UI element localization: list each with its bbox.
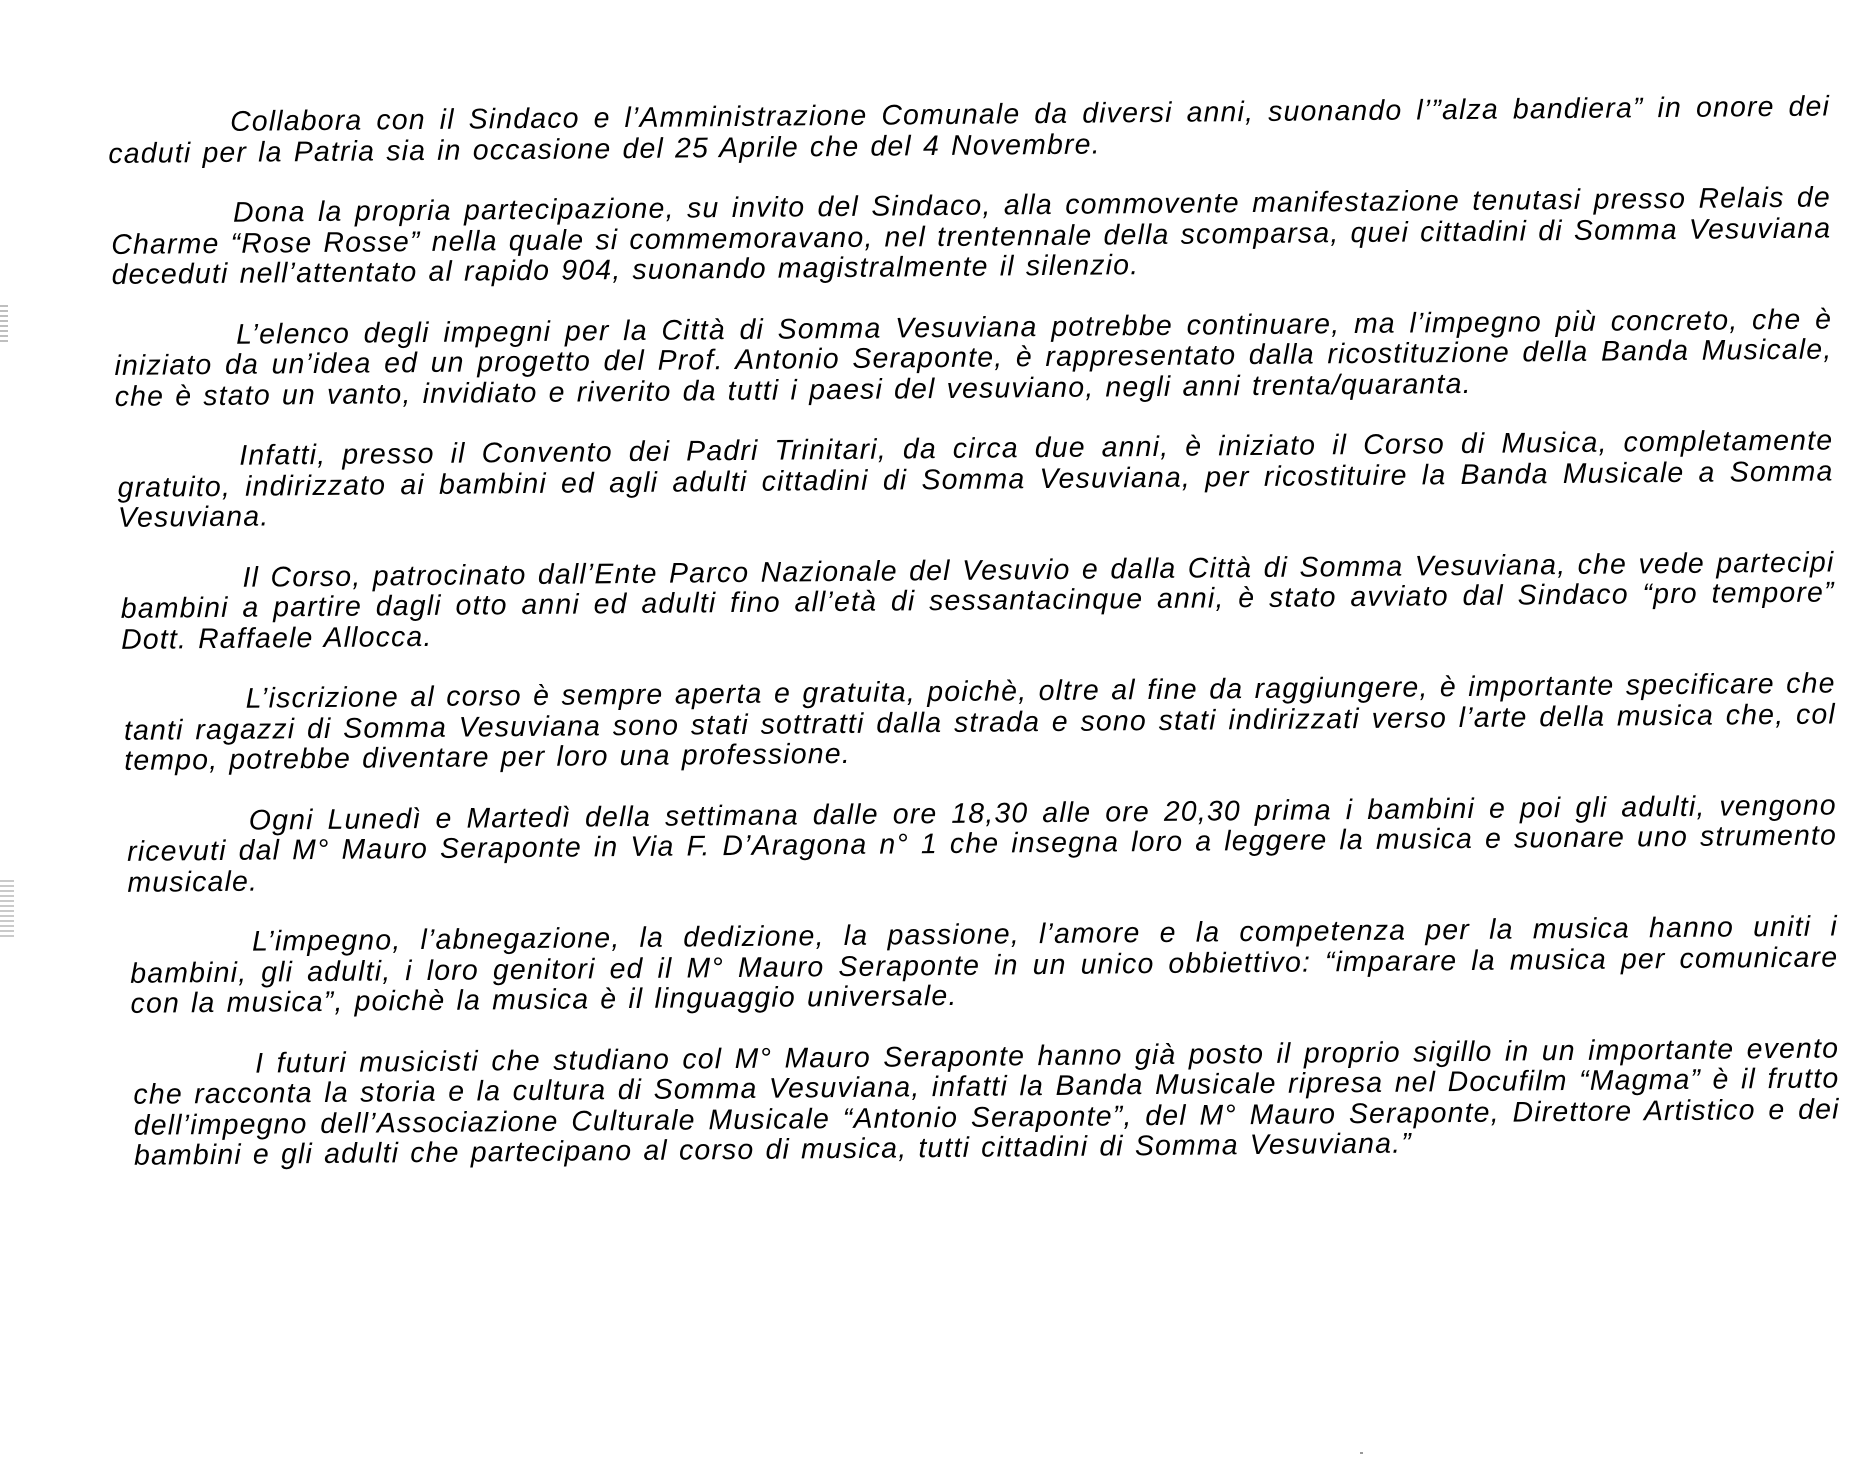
paragraph-patrocinio: Il Corso, patrocinato dall’Ente Parco Nazionale del Vesuvio e dalla Città di Somma Vesuviana, che vede partecipi bambini a partire dagli otto anni ed adulti fino all’età di sessantacinque anni, è stato avviato dal Sindaco “pro tempore” Dott. Raffaele Allocca.	[120, 545, 1835, 656]
paragraph-iscrizione: L’iscrizione al corso è sempre aperta e gratuita, poichè, oltre al fine da raggiungere, è importante specificare che tanti ragazzi di Somma Vesuviana sono stati sottratti dalla strada e sono stati indirizzati verso l’arte della musica che, col tempo, potrebbe diventare per loro una professione.	[123, 667, 1837, 777]
scan-artifact	[0, 305, 8, 327]
paragraph-rose-rosse: Dona la propria partecipazione, su invito del Sindaco, alla commovente manifestazione tenutasi presso Relais de Charme “Rose Rosse” nella quale si commemoravano, nel trentennale della scomparsa, quei cittadini di Somma Vesuviana deceduti nell’attentato al rapido 904, suonando magistralmente il silenzio.	[111, 181, 1832, 291]
document-page	[108, 91, 1840, 1201]
paragraph-impegno: L’impegno, l’abnegazione, la dedizione, la passione, l’amore e la competenza per la musica hanno uniti i bambini, gli adulti, i loro genitori ed il M° Mauro Seraponte in un unico obbiettivo: “imparare la musica per comunicare con la musica”, poichè la musica è il linguaggio universale.	[130, 910, 1839, 1020]
paragraph-orari: Ogni Lunedì e Martedì della settimana dalle ore 18,30 alle ore 20,30 prima i bambini e poi gli adulti, vengono ricevuti dal M° Mauro Seraponte in Via F. D’Aragona n° 1 che insegna loro a leggere la musica e suonare uno strumento musicale.	[126, 788, 1838, 899]
paragraph-futuri-musicisti: I futuri musicisti che studiano col M° Mauro Seraponte hanno già posto il proprio sigillo in un importante evento che racconta la storia e la cultura di Somma Vesuviana, infatti la Banda Musicale ripresa nel Docufilm “Magma” è il frutto dell’impegno dell’Associazione Culturale Musicale “Antonio Seraponte”, del M° Mauro Seraponte, Direttore Artistico e dei bambini e gli adulti che partecipano al corso di musica, tutti cittadini di Somma Vesuviana.”	[133, 1031, 1840, 1172]
scan-artifact	[1360, 1452, 1363, 1454]
scan-artifact	[0, 330, 8, 342]
scan-artifact	[0, 880, 14, 940]
paragraph-corso-di-musica: Infatti, presso il Convento dei Padri Trinitari, da circa due anni, è iniziato il Corso di Musica, completamente gratuito, indirizzato ai bambini ed agli adulti cittadini di Somma Vesuviana, per ricostituire la Banda Musicale a Somma Vesuviana.	[117, 424, 1834, 534]
paragraph-banda-musicale: L’elenco degli impegni per la Città di Somma Vesuviana potrebbe continuare, ma l’impegno più concreto, che è iniziato da un’idea ed un progetto del Prof. Antonio Seraponte, è rappresentato dalla ricostituzione della Banda Musicale, che è stato un vanto, invidiato e riverito da tutti i paesi del vesuviano, negli anni trenta/quaranta.	[114, 302, 1833, 413]
paragraph-alza-bandiera: Collabora con il Sindaco e l’Amministrazione Comunale da diversi anni, suonando l’”alza bandiera” in onore dei caduti per la Patria sia in occasione del 25 Aprile che del 4 Novembre.	[108, 90, 1831, 170]
